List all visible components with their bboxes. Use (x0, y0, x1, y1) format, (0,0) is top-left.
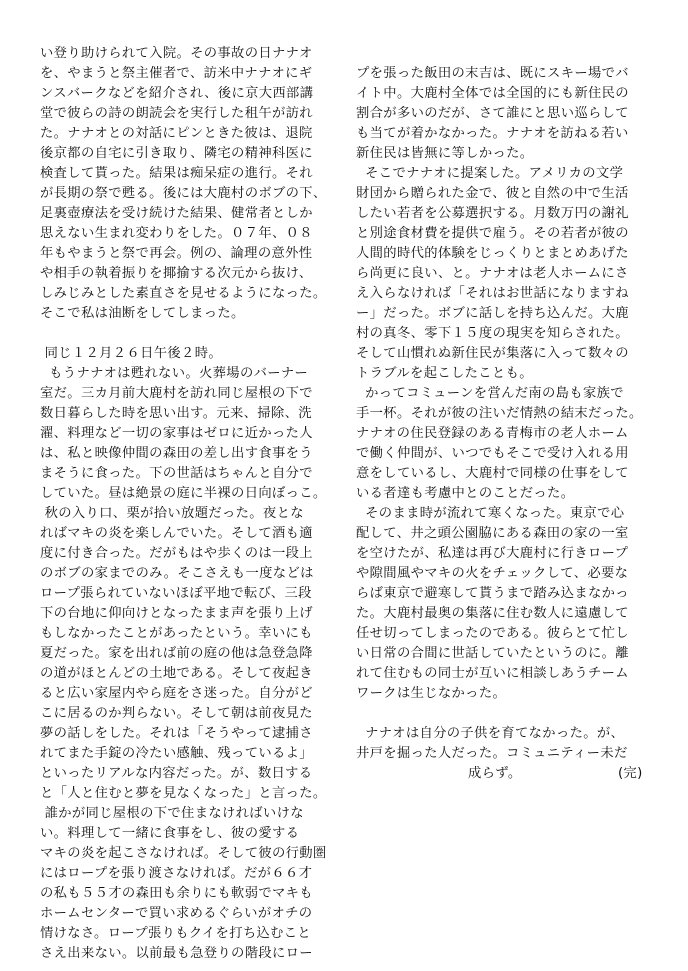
text-line: こに居るのか判らない。そして朝は前夜見た (40, 706, 313, 721)
text-line: れて住むもの同士が互いに相談しあうチーム (356, 666, 629, 681)
text-line: の道がほとんどの土地である。そして夜起き (40, 666, 313, 681)
text-line: た。大鹿村最奥の集落に住む数人に遠慮して (356, 606, 629, 621)
text-line: 配して、井之頭公園脇にある森田の家の一室 (356, 526, 629, 541)
text-line: 年もやまうと祭で再会。例の、論理の意外性 (40, 246, 313, 261)
text-line: いる者達も考慮中とのことだった。 (356, 486, 575, 501)
text-line: れてまた手錠の冷たい感触、残っているよ」 (40, 746, 313, 761)
text-line: 下の台地に仰向けとなったまま声を張り上げ (40, 606, 313, 621)
text-line: 秋の入り口、栗が拾い放題だった。夜とな (40, 506, 304, 521)
text-line: を空けたが、私達は再び大鹿村に行きロープ (356, 546, 629, 561)
text-line: のボブの家までのみ。そこさえも一度などは (40, 566, 314, 581)
text-line: トラブルを起こしたことも。 (356, 366, 533, 381)
text-line: で働く仲間が、いつでもそこで受け入れる用 (356, 446, 629, 461)
text-line: したい若者を公募選択する。月数万円の謝礼 (356, 206, 629, 221)
text-line: ホームセンターで買い求めるぐらいがオチの (40, 906, 313, 921)
text-line: と別途食材費を提供で雇う。その若者が彼の (356, 226, 629, 241)
text-line: 財団から贈られた金で、彼と自然の中で生活 (356, 186, 629, 201)
text-line: まそうに食った。下の世話はちゃんと自分で (40, 466, 313, 481)
text-line: ナナオの住民登録のある青梅市の老人ホーム (356, 426, 629, 441)
text-line: マキの炎を起こさなければ。そして彼の行動圏 (40, 846, 327, 861)
text-line: かってコミューンを営んだ南の島も家族で (356, 386, 624, 401)
text-line: の私も５５才の森田も余りにも軟弱でマキも (40, 886, 313, 901)
text-line: にはロープを張り渡さなければ。だが６６才 (40, 866, 313, 881)
text-line: イト中。大鹿村全体では全国的にも新住民の (356, 86, 629, 101)
closing-line (356, 764, 656, 784)
text-line: い日常の合間に世話していたというのに。離 (356, 646, 629, 661)
text-line: や隙間風やマキの火をチェックして、必要な (356, 566, 629, 581)
text-line (40, 324, 340, 344)
text-line: 数日暮らした時を思い出す。元来、掃除、洗 (40, 406, 312, 421)
text-line: 情けなさ。ロープ張りもクイを打ち込むこと (40, 926, 312, 941)
text-line: といったリアルな内容だった。が、数日する (40, 766, 313, 781)
text-line: 誰かが同じ屋根の下で住まなければいけな (40, 806, 304, 821)
text-line: 夏だった。家を出れば前の庭の他は急登急降 (40, 646, 313, 661)
text-line: と「人と住むと夢を見なくなった」と言った。 (40, 786, 327, 801)
text-line: も当てが着かなかった。ナナオを訪ねる若い (356, 126, 629, 141)
text-line: プを張った飯田の末吉は、既にスキー場でバ (356, 66, 629, 81)
text-line: 検査して貰った。結果は痴呆症の進行。それ (40, 166, 313, 181)
text-line: 後京都の自宅に引き取り、隣宅の精神科医に (40, 146, 313, 161)
text-line: もうナナオは甦れない。火葬場のバーナー (40, 366, 309, 381)
text-line: 村の真冬、零下１５度の現実を知らされた。 (356, 326, 629, 341)
text-line: 足裏壺療法を受け続けた結果、健常者としか (40, 206, 313, 221)
text-line: 堂で彼らの詩の朗読会を実行した租午が訪れ (40, 106, 313, 121)
text-line: を、やまうと祭主催者で、訪米中ナナオにギ (40, 66, 313, 81)
text-line: 同じ１２月２６日午後２時。 (40, 346, 222, 361)
text-line: い。料理して一緒に食事をし、彼の愛する (40, 826, 300, 841)
closing-text: 成らず。 (468, 766, 522, 781)
text-line: そこでナナオに提案した。アメリカの文学 (356, 166, 624, 181)
text-line: さえ出来ない。以前最も急登りの階段にロー (40, 946, 313, 961)
text-line: していた。昼は絶景の庭に半裸の日向ぼっこ。 (40, 486, 327, 501)
text-line: 意をしているし、大鹿村で同様の仕事をして (356, 466, 629, 481)
text-line: そこで私は油断をしてしまった。 (40, 306, 245, 321)
text-line: 度に付き合った。だがもはや歩くのは一段上 (40, 546, 313, 561)
text-line: 思えない生まれ変わりをした。０７年、０８ (40, 226, 313, 241)
text-line: ると広い家屋内やら庭をさ迷った。自分がど (40, 686, 313, 701)
text-line: た。ナナオとの対話にピンときた彼は、退院 (40, 126, 313, 141)
text-line: 室だ。三カ月前大鹿村を訪れ同じ屋根の下で (40, 386, 313, 401)
text-line: 濯、料理など一切の家事はゼロに近かった人 (40, 426, 313, 441)
text-line: ロープ張られていないほぼ平地で転び、三段 (40, 586, 312, 601)
text-line: もしなかったことがあったという。幸いにも (40, 626, 313, 641)
text-line (356, 704, 656, 724)
text-line: ナナオは自分の子供を育てなかった。が、 (356, 726, 625, 741)
text-line: らば東京で避寒して貰うまで踏み込まなかっ (356, 586, 629, 601)
text-line: ればマキの炎を楽しんでいた。そして酒も適 (40, 526, 313, 541)
text-line: 人間的時代的体験をじっくりとまとめあげた (356, 246, 629, 261)
text-line: 割合が多いのだが、さて誰にと思い巡らして (356, 106, 629, 121)
text-line: そのまま時が流れて寒くなった。東京で心 (356, 506, 625, 521)
left-text-column (40, 44, 340, 964)
text-line: 夢の話しをした。それは「そうやって逮捕さ (40, 726, 313, 741)
end-mark: (完) (618, 766, 643, 781)
text-line: が長期の祭で甦る。後には大鹿村のボブの下、 (40, 186, 327, 201)
text-line: そして山慣れぬ新住民が集落に入って数々の (356, 346, 629, 361)
text-line: ワークは生じなかった。 (356, 686, 507, 701)
text-line: 新住民は皆無に等しかった。 (356, 146, 534, 161)
text-line: は、私と映像仲間の森田の差し出す食事をう (40, 446, 313, 461)
text-line: ー」だった。ボブに話しを持ち込んだ。大鹿 (356, 306, 629, 321)
text-line: 任せ切ってしまったのである。彼らとて忙し (356, 626, 629, 641)
text-line: え入らなければ「それはお世話になりますね (356, 286, 629, 301)
text-line: ンスバークなどを紹介され、後に京大西部講 (40, 86, 314, 101)
text-line: しみじみとした素直さを見せるようになった。 (40, 286, 327, 301)
text-line: や相手の執着振りを揶揄する次元から抜け、 (40, 266, 313, 281)
text-line: ら尚更に良い、と。ナナオは老人ホームにさ (356, 266, 629, 281)
text-line: 井戸を掘った人だった。コミュニティー未だ (356, 746, 628, 761)
text-line: い登り助けられて入院。その事故の日ナナオ (40, 46, 313, 61)
text-line: 手一杯。それが彼の注いだ情熱の結末だった。 (356, 406, 643, 421)
right-text-column (356, 44, 656, 784)
